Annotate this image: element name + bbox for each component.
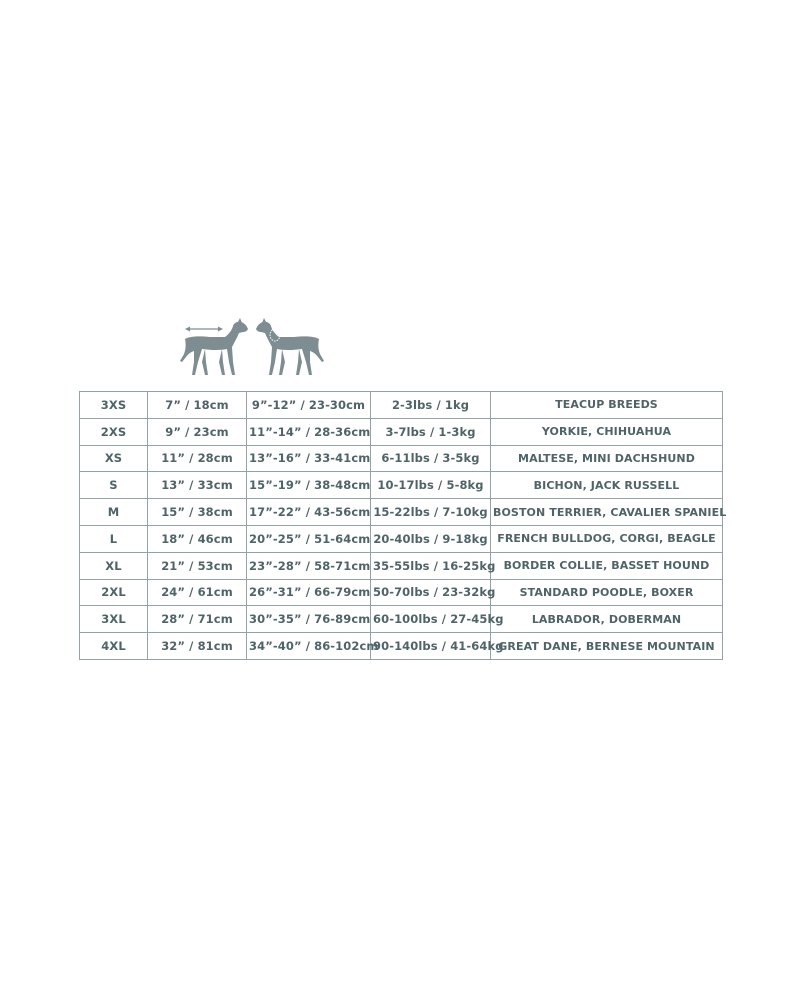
cell-size: XS [80,445,148,472]
cell-length: 15”-19” / 38-48cm [247,472,371,499]
cell-neck: 9” / 23cm [148,418,247,445]
cell-weight: 15-22lbs / 7-10kg [371,499,491,526]
size-chart-body [80,392,727,660]
cell-size: M [80,499,148,526]
cell-size: L [80,525,148,552]
cell-weight: 10-17lbs / 5-8kg [371,472,491,499]
table-row [80,525,723,552]
cell-length: 13”-16” / 33-41cm [247,445,371,472]
cell-neck: 18” / 46cm [148,525,247,552]
cell-neck: 21” / 53cm [148,552,247,579]
table-row [80,392,723,419]
cell-neck: 11” / 28cm [148,445,247,472]
cell-breeds: BICHON, JACK RUSSELL [491,472,723,499]
table-row [80,552,723,579]
table-row [80,633,723,660]
table-row [80,499,723,526]
cell-size: 2XS [80,418,148,445]
table-row [80,445,723,472]
cell-neck: 15” / 38cm [148,499,247,526]
cell-neck: 13” / 33cm [148,472,247,499]
cell-length: 23”-28” / 58-71cm [247,552,371,579]
cell-length: 9”-12” / 23-30cm [247,392,371,419]
cell-length: 34”-40” / 86-102cm [247,633,371,660]
cell-neck: 24” / 61cm [148,579,247,606]
cell-breeds: BORDER COLLIE, BASSET HOUND [491,552,723,579]
cell-weight: 20-40lbs / 9-18kg [371,525,491,552]
cell-length: 11”-14” / 28-36cm [247,418,371,445]
cell-size: 2XL [80,579,148,606]
length-arrow-icon [185,327,223,332]
cell-length: 20”-25” / 51-64cm [247,525,371,552]
cell-size: S [80,472,148,499]
cell-weight: 6-11lbs / 3-5kg [371,445,491,472]
cell-breeds: STANDARD POODLE, BOXER [491,579,723,606]
table-row [80,606,723,633]
cell-neck: 32” / 81cm [148,633,247,660]
cell-size: XL [80,552,148,579]
cell-length: 26”-31” / 66-79cm [247,579,371,606]
cell-neck: 28” / 71cm [148,606,247,633]
measurement-icons [176,318,328,380]
cell-breeds: BOSTON TERRIER, CAVALIER SPANIEL [491,499,723,526]
table-row [80,579,723,606]
cell-weight: 35-55lbs / 16-25kg [371,552,491,579]
table-row [80,418,723,445]
dog-neck-icon [256,318,324,375]
cell-length: 17”-22” / 43-56cm [247,499,371,526]
cell-breeds: TEACUP BREEDS [491,392,723,419]
cell-breeds: GREAT DANE, BERNESE MOUNTAIN [491,633,723,660]
cell-neck: 7” / 18cm [148,392,247,419]
cell-size: 3XL [80,606,148,633]
cell-length: 30”-35” / 76-89cm [247,606,371,633]
cell-size: 4XL [80,633,148,660]
cell-weight: 90-140lbs / 41-64kg [371,633,491,660]
cell-size: 3XS [80,392,148,419]
cell-breeds: LABRADOR, DOBERMAN [491,606,723,633]
cell-breeds: MALTESE, MINI DACHSHUND [491,445,723,472]
dog-length-icon [180,318,248,375]
cell-weight: 2-3lbs / 1kg [371,392,491,419]
cell-weight: 50-70lbs / 23-32kg [371,579,491,606]
table-row [80,472,723,499]
cell-breeds: YORKIE, CHIHUAHUA [491,418,723,445]
cell-weight: 3-7lbs / 1-3kg [371,418,491,445]
size-chart-table [79,391,727,660]
cell-weight: 60-100lbs / 27-45kg [371,606,491,633]
cell-breeds: FRENCH BULLDOG, CORGI, BEAGLE [491,525,723,552]
